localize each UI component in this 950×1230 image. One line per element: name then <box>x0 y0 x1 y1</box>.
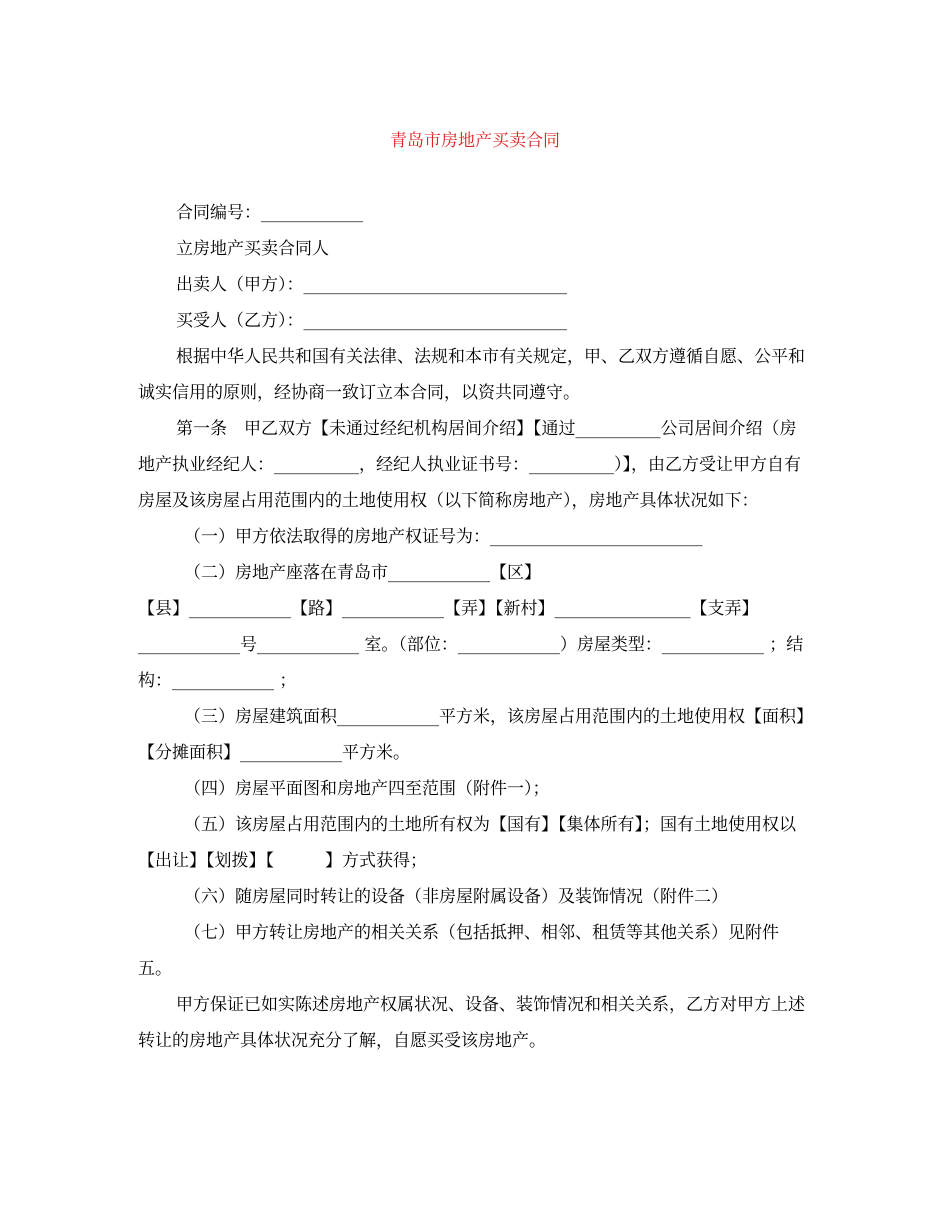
guarantee-paragraph: 甲方保证已如实陈述房地产权属状况、设备、装饰情况和相关关系，乙方对甲方上述转让的房地产具体状况充分了解，自愿买受该房地产。 <box>138 995 805 1051</box>
preamble-paragraph: 根据中华人民共和国有关法律、法规和本市有关规定，甲、乙双方遵循自愿、公平和诚实信用的原则，经协商一致订立本合同，以资共同遵守。 <box>138 347 805 403</box>
article-one-paragraph: 第一条 甲乙双方【未通过经纪机构居间介绍】【通过__________公司居间介绍（房地产执业经纪人：__________，经纪人执业证书号：__________）】，由乙方受让甲方自有房屋及该房屋占用范围内的土地使用权（以下简称房地产），房地产具体状况如下： <box>138 419 801 511</box>
parties-heading: 立房地产买卖合同人 <box>176 239 329 259</box>
item-three-paragraph: （三）房屋建筑面积____________平方米，该房屋占用范围内的土地使用权【面积】【分摊面积】____________平方米。 <box>138 707 805 763</box>
document-title: 青岛市房地产买卖合同 <box>390 131 560 151</box>
address-detail-paragraph: 【县】____________【路】____________【弄】【新村】________________【支弄】____________号____________ 室。（部位：____________）房屋类型：____________ ；结构：____________ ； <box>138 599 804 691</box>
item-two-paragraph: （二）房地产座落在青岛市____________【区】 <box>184 563 541 583</box>
item-six-paragraph: （六）随房屋同时转让的设备（非房屋附属设备）及装饰情况（附件二） <box>184 887 728 907</box>
seller-line: 出卖人（甲方）：_______________________________ <box>176 275 567 295</box>
item-one-paragraph: （一）甲方依法取得的房地产权证号为：_________________________ <box>184 527 703 547</box>
item-four-paragraph: （四）房屋平面图和房地产四至范围（附件一）； <box>184 779 550 799</box>
document-body <box>138 195 810 1059</box>
contract-number-line: 合同编号：____________ <box>176 203 363 223</box>
buyer-line: 买受人（乙方）：_______________________________ <box>176 311 567 331</box>
item-seven-paragraph: （七）甲方转让房地产的相关关系（包括抵押、相邻、租赁等其他关系）见附件五。 <box>138 923 779 979</box>
item-five-paragraph: （五）该房屋占用范围内的土地所有权为【国有】【集体所有】；国有土地使用权以【出让】【划拨】【 】方式获得； <box>138 815 796 871</box>
